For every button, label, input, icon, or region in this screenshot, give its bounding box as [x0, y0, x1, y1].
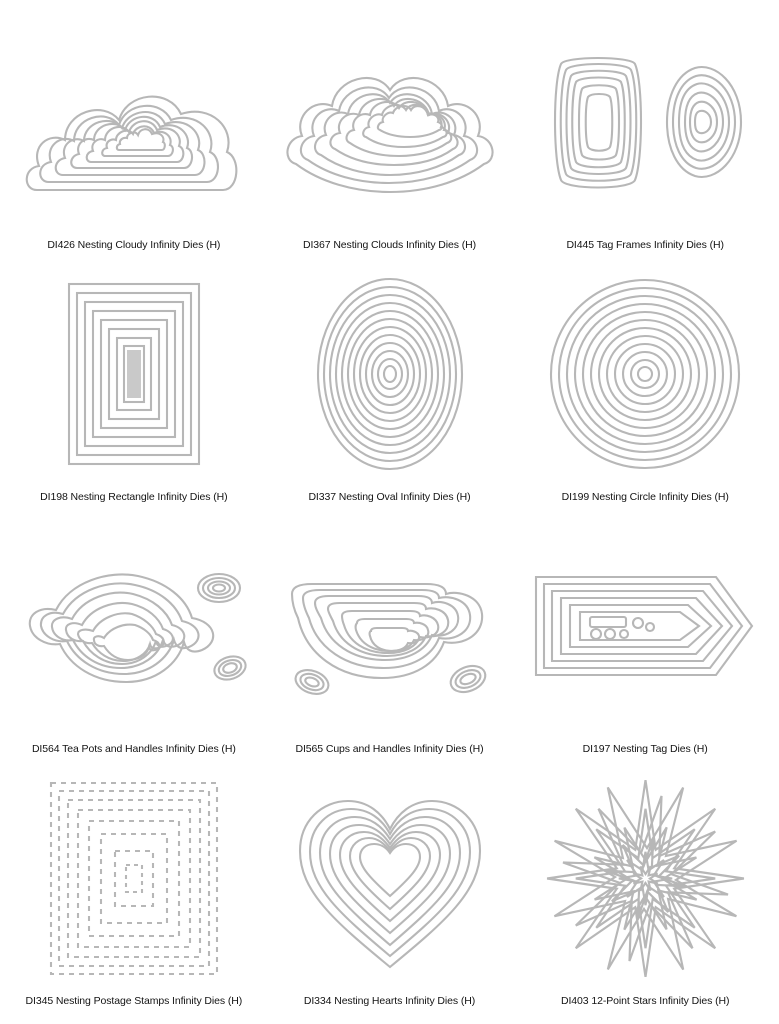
product-cell-di337 — [262, 262, 518, 514]
product-cell-di199 — [517, 262, 773, 514]
die-illustration-nesting-hearts — [262, 766, 518, 990]
product-cell-di403 — [517, 766, 773, 1018]
product-row — [6, 262, 773, 514]
product-row — [6, 10, 773, 262]
product-caption: DI565 Cups and Handles Infinity Dies (H) — [295, 743, 484, 755]
product-cell-di367 — [262, 10, 518, 262]
product-cell-di565 — [262, 514, 518, 766]
die-illustration-twelve-point-stars — [517, 766, 773, 990]
product-caption: DI564 Tea Pots and Handles Infinity Dies (H) — [31, 743, 236, 755]
product-caption: DI198 Nesting Rectangle Infinity Dies (H) — [40, 491, 228, 503]
product-cell-di345 — [6, 766, 262, 1018]
product-caption: DI199 Nesting Circle Infinity Dies (H) — [561, 491, 729, 503]
die-illustration-nesting-tag — [517, 514, 773, 738]
die-illustration-nesting-rectangle — [6, 262, 262, 486]
product-cell-di198 — [6, 262, 262, 514]
die-illustration-nesting-clouds — [262, 10, 518, 234]
product-caption: DI367 Nesting Clouds Infinity Dies (H) — [302, 239, 477, 251]
die-illustration-nesting-postage-stamps — [6, 766, 262, 990]
die-illustration-nesting-oval — [262, 262, 518, 486]
product-caption: DI445 Tag Frames Infinity Dies (H) — [566, 239, 724, 251]
die-illustration-tag-frames — [517, 10, 773, 234]
product-caption: DI197 Nesting Tag Dies (H) — [582, 743, 708, 755]
product-cell-di564 — [6, 514, 262, 766]
product-caption: DI426 Nesting Cloudy Infinity Dies (H) — [47, 239, 221, 251]
die-illustration-nesting-circle — [517, 262, 773, 486]
die-illustration-nesting-cloudy — [6, 10, 262, 234]
product-cell-di445 — [517, 10, 773, 262]
product-cell-di334 — [262, 766, 518, 1018]
product-cell-di426 — [6, 10, 262, 262]
product-row — [6, 514, 773, 766]
product-caption: DI334 Nesting Hearts Infinity Dies (H) — [303, 995, 476, 1007]
product-cell-di197 — [517, 514, 773, 766]
product-caption: DI345 Nesting Postage Stamps Infinity Dies (H) — [25, 995, 243, 1007]
die-illustration-tea-pots-handles — [6, 514, 262, 738]
die-illustration-cups-handles — [262, 514, 518, 738]
product-caption: DI403 12-Point Stars Infinity Dies (H) — [561, 995, 730, 1007]
product-row — [6, 766, 773, 1018]
product-caption: DI337 Nesting Oval Infinity Dies (H) — [308, 491, 471, 503]
